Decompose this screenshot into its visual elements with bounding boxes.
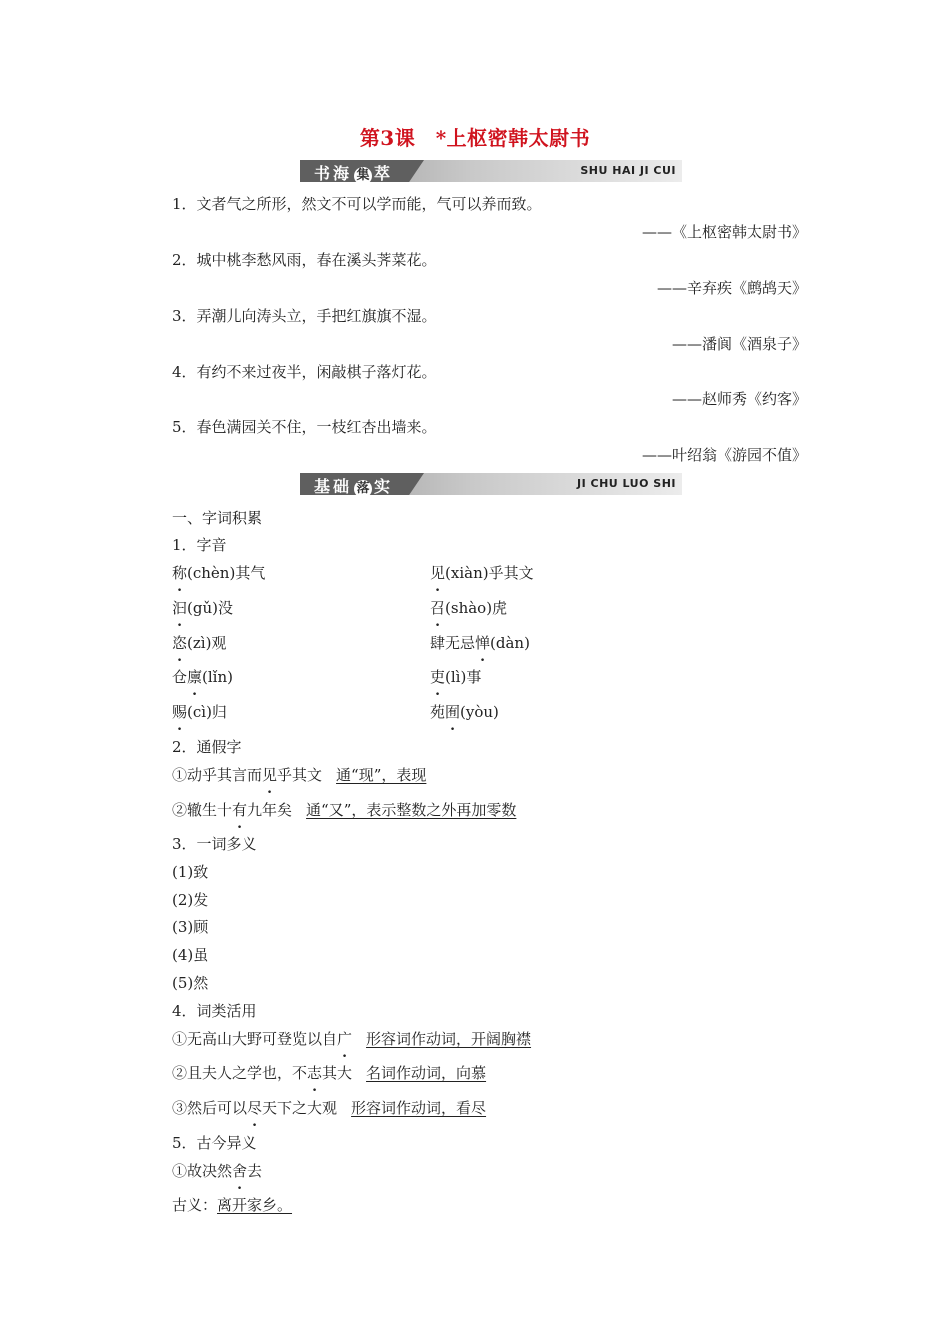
gujin-item: ①故决然舍去 xyxy=(172,1162,263,1180)
pronunciation-item: 恣(zì)观 xyxy=(172,634,227,652)
quote-5: 5．春色满园关不住，一枝红杏出墙来。 xyxy=(172,418,437,436)
banner-shu-hai-ji-cui: 书海 集 萃 SHU HAI JI CUI xyxy=(300,160,682,182)
sub-heading: 2．通假字 xyxy=(172,738,242,756)
sub-heading: 1．字音 xyxy=(172,536,227,554)
pronunciation-item: 仓廪(lǐn) xyxy=(172,668,233,686)
pronunciation-item: 见(xiàn)乎其文 xyxy=(430,564,534,582)
quote-1-source: ——《上枢密韩太尉书》 xyxy=(641,223,807,241)
quote-5-source: ——叶绍翁《游园不值》 xyxy=(641,446,807,464)
usage-item: ③然后可以尽天下之大观 形容词作动词，看尽 xyxy=(172,1099,487,1117)
quote-1: 1．文者气之所形，然文不可以学而能，气可以养而致。 xyxy=(172,195,542,213)
sub-heading: 4．词类活用 xyxy=(172,1002,257,1020)
answer: 形容词作动词，开阔胸襟 xyxy=(366,1030,532,1048)
tongjia-item: ①动乎其言而见乎其文 通“现”，表现 xyxy=(172,766,427,784)
quote-4: 4．有约不来过夜半，闲敲棋子落灯花。 xyxy=(172,363,437,381)
polysemy-item: (2)发 xyxy=(172,891,209,909)
polysemy-item: (4)虽 xyxy=(172,946,209,964)
quote-2: 2．城中桃李愁风雨，春在溪头荠菜花。 xyxy=(172,251,437,269)
sub-heading: 3．一词多义 xyxy=(172,835,257,853)
circle-mark: 集 xyxy=(354,167,372,185)
banner-english: SHU HAI JI CUI xyxy=(580,164,676,177)
banner-english: JI CHU LUO SHI xyxy=(576,477,676,490)
polysemy-item: (1)致 xyxy=(172,863,209,881)
section-heading: 一、字词积累 xyxy=(172,509,263,527)
answer: 离开家乡。 xyxy=(217,1196,293,1214)
answer: 通“现”，表现 xyxy=(336,766,427,784)
sub-heading: 5．古今异义 xyxy=(172,1134,257,1152)
quote-4-source: ——赵师秀《约客》 xyxy=(671,390,807,408)
pronunciation-item: 肆无忌惮(dàn) xyxy=(430,634,530,652)
answer: 通“又”，表示整数之外再加零数 xyxy=(306,801,517,819)
pronunciation-item: 召(shào)虎 xyxy=(430,599,508,617)
usage-item: ①无高山大野可登览以自广 形容词作动词，开阔胸襟 xyxy=(172,1030,532,1048)
quote-3: 3．弄潮儿向涛头立，手把红旗旗不湿。 xyxy=(172,307,437,325)
answer: 形容词作动词，看尽 xyxy=(351,1099,487,1117)
polysemy-item: (3)顾 xyxy=(172,918,209,936)
circle-mark: 落 xyxy=(354,480,372,498)
gujin-ancient-meaning: 古义：离开家乡。 xyxy=(172,1196,293,1214)
quote-2-source: ——辛弃疾《鹧鸪天》 xyxy=(656,279,807,297)
pronunciation-item: 称(chèn)其气 xyxy=(172,564,266,582)
lesson-title: 第3课 *上枢密韩太尉书 xyxy=(359,126,591,150)
quote-3-source: ——潘阆《酒泉子》 xyxy=(671,335,807,353)
tongjia-item: ②辙生十有九年矣 通“又”，表示整数之外再加零数 xyxy=(172,801,517,819)
answer: 名词作动词，向慕 xyxy=(366,1064,487,1082)
pronunciation-item: 汩(gǔ)没 xyxy=(172,599,233,617)
polysemy-item: (5)然 xyxy=(172,974,209,992)
pronunciation-item: 苑囿(yòu) xyxy=(430,703,499,721)
banner-ji-chu-luo-shi: 基础 落 实 JI CHU LUO SHI xyxy=(300,473,682,495)
pronunciation-item: 吏(lì)事 xyxy=(430,668,482,686)
usage-item: ②且夫人之学也，不志其大 名词作动词，向慕 xyxy=(172,1064,487,1082)
pronunciation-item: 赐(cì)归 xyxy=(172,703,227,721)
